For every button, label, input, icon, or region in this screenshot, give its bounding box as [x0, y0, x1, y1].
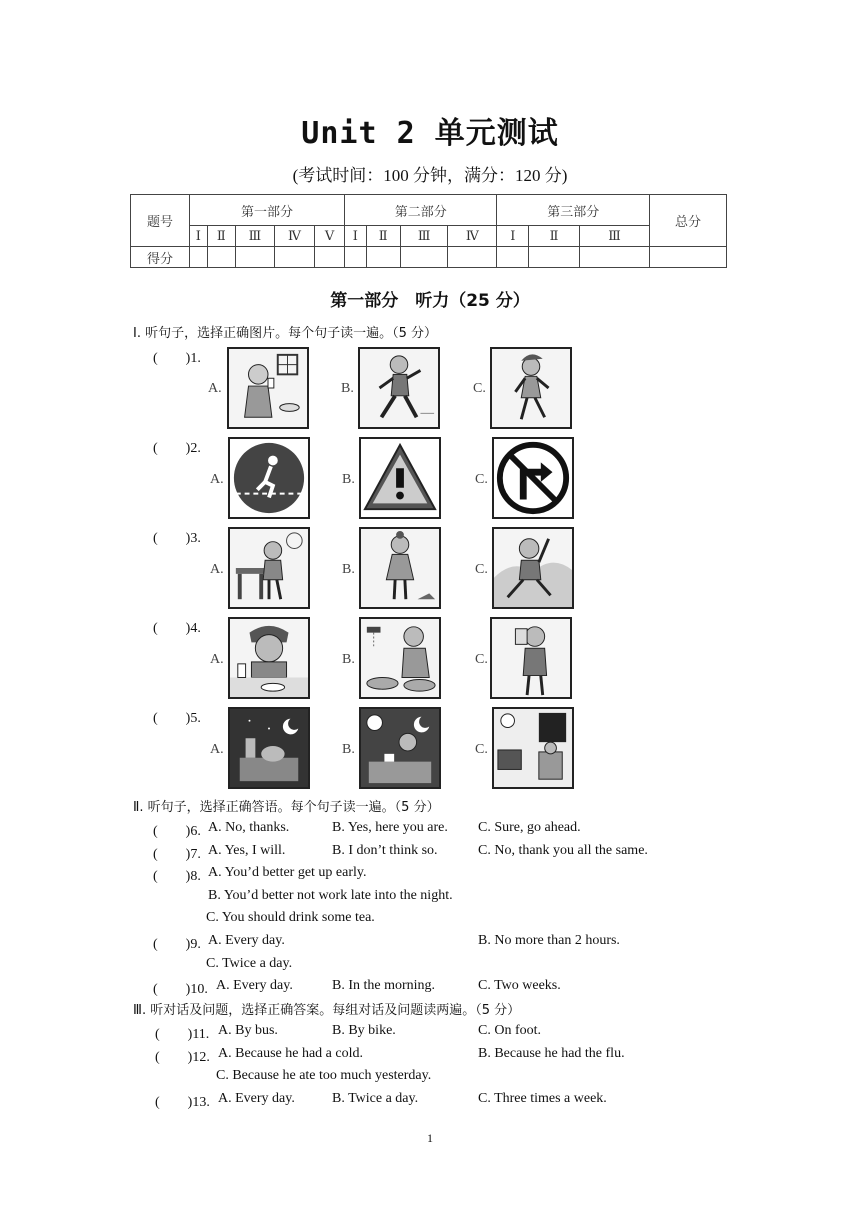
q10-option-a[interactable]: A. Every day. [216, 978, 293, 993]
q4-number[interactable]: ( )4. [153, 621, 201, 636]
man-drinking-icon[interactable] [490, 617, 572, 699]
q12-option-b[interactable]: B. Because he had the flu. [478, 1046, 625, 1061]
col-p1-2: Ⅱ [207, 226, 235, 247]
q3-label-c: C. [475, 562, 488, 577]
q13-option-a[interactable]: A. Every day. [218, 1091, 295, 1106]
girl-drinking-icon[interactable] [227, 347, 309, 429]
col-p2-3: Ⅲ [400, 226, 447, 247]
score-cell[interactable] [400, 247, 447, 268]
q4-label-b: B. [342, 652, 355, 667]
girl-on-bench-icon[interactable] [228, 527, 310, 609]
q6-number[interactable]: ( )6. [153, 824, 201, 839]
score-table [130, 194, 727, 268]
q8-option-b[interactable]: B. You’d better not work late into the night. [208, 888, 453, 903]
score-cell[interactable] [315, 247, 345, 268]
part-one-title: 第一部分 听力（25 分） [330, 291, 530, 311]
no-right-turn-sign-icon[interactable] [492, 437, 574, 519]
score-cell[interactable] [497, 247, 529, 268]
q13-option-c[interactable]: C. Three times a week. [478, 1091, 607, 1106]
q5-label-b: B. [342, 742, 355, 757]
q5-label-a: A. [210, 742, 224, 757]
q3-label-b: B. [342, 562, 355, 577]
q3-label-a: A. [210, 562, 224, 577]
q8-option-a[interactable]: A. You’d better get up early. [208, 865, 367, 880]
col-p3-1: Ⅰ [497, 226, 529, 247]
section2-heading: Ⅱ. 听句子，选择正确答语。每个句子读一遍。（5 分） [133, 800, 440, 815]
warning-sign-icon[interactable] [359, 437, 441, 519]
col-p2-1: Ⅰ [345, 226, 366, 247]
col-p2-2: Ⅱ [366, 226, 400, 247]
q11-option-a[interactable]: A. By bus. [218, 1023, 278, 1038]
sleeping-at-desk-icon[interactable] [228, 707, 310, 789]
watching-tv-icon[interactable] [492, 707, 574, 789]
page-title: Unit 2 单元测试 [301, 116, 559, 151]
q7-option-b[interactable]: B. I don’t think so. [332, 843, 438, 858]
section1-heading: Ⅰ. 听句子，选择正确图片。每个句子读一遍。（5 分） [133, 326, 438, 341]
q13-option-b[interactable]: B. Twice a day. [332, 1091, 419, 1106]
q10-number[interactable]: ( )10. [153, 982, 208, 997]
q5-number[interactable]: ( )5. [153, 711, 201, 726]
q1-label-c: C. [473, 381, 486, 396]
score-cell[interactable] [235, 247, 274, 268]
girl-dancing-icon[interactable] [490, 347, 572, 429]
col-p1-4: Ⅳ [274, 226, 314, 247]
score-label: 得分 [131, 247, 190, 268]
q2-label-b: B. [342, 472, 355, 487]
q3-number[interactable]: ( )3. [153, 531, 201, 546]
q11-option-b[interactable]: B. By bike. [332, 1023, 396, 1038]
col-p2-4: Ⅳ [448, 226, 497, 247]
q10-option-b[interactable]: B. In the morning. [332, 978, 436, 993]
score-cell[interactable] [529, 247, 580, 268]
part1-header: 第一部分 [190, 195, 345, 226]
q5-label-c: C. [475, 742, 488, 757]
score-cell-total[interactable] [650, 247, 727, 268]
pedestrian-sign-icon[interactable] [228, 437, 310, 519]
col-p3-3: Ⅲ [579, 226, 649, 247]
q2-label-c: C. [475, 472, 488, 487]
q12-option-c[interactable]: C. Because he ate too much yesterday. [216, 1068, 432, 1083]
q10-option-c[interactable]: C. Two weeks. [478, 978, 561, 993]
total-header: 总分 [650, 195, 727, 247]
score-cell[interactable] [274, 247, 314, 268]
q4-label-a: A. [210, 652, 224, 667]
q7-number[interactable]: ( )7. [153, 847, 201, 862]
part3-header: 第三部分 [497, 195, 650, 226]
studying-at-night-icon[interactable] [359, 707, 441, 789]
q6-option-c[interactable]: C. Sure, go ahead. [478, 820, 581, 835]
q1-label-b: B. [341, 381, 354, 396]
col-p3-2: Ⅱ [529, 226, 580, 247]
score-cell[interactable] [366, 247, 400, 268]
score-cell[interactable] [190, 247, 208, 268]
girl-standing-icon[interactable] [359, 527, 441, 609]
part2-header: 第二部分 [345, 195, 497, 226]
q6-option-a[interactable]: A. No, thanks. [208, 820, 290, 835]
q12-option-a[interactable]: A. Because he had a cold. [218, 1046, 363, 1061]
q9-option-c[interactable]: C. Twice a day. [206, 956, 293, 971]
q9-option-a[interactable]: A. Every day. [208, 933, 285, 948]
row-header: 题号 [131, 195, 190, 247]
q12-number[interactable]: ( )12. [155, 1050, 210, 1065]
page-number: 1 [427, 1131, 433, 1145]
q1-label-a: A. [208, 381, 222, 396]
q1-number[interactable]: ( )1. [153, 351, 201, 366]
boy-eating-icon[interactable] [228, 617, 310, 699]
q11-number[interactable]: ( )11. [155, 1027, 210, 1042]
q7-option-a[interactable]: A. Yes, I will. [208, 843, 286, 858]
score-cell[interactable] [579, 247, 649, 268]
col-p1-1: Ⅰ [190, 226, 208, 247]
col-p1-3: Ⅲ [235, 226, 274, 247]
section3-heading: Ⅲ. 听对话及问题，选择正确答案。每组对话及问题读两遍。（5 分） [133, 1003, 521, 1018]
q8-option-c[interactable]: C. You should drink some tea. [206, 910, 375, 925]
q13-number[interactable]: ( )13. [155, 1095, 210, 1110]
boy-waving-icon[interactable] [492, 527, 574, 609]
q4-label-c: C. [475, 652, 488, 667]
woman-washing-icon[interactable] [359, 617, 441, 699]
q2-label-a: A. [210, 472, 224, 487]
score-cell[interactable] [448, 247, 497, 268]
q9-number[interactable]: ( )9. [153, 937, 201, 952]
q11-option-c[interactable]: C. On foot. [478, 1023, 541, 1038]
exam-info: (考试时间：100 分钟，满分：120 分) [292, 166, 568, 185]
q8-number[interactable]: ( )8. [153, 869, 201, 884]
score-cell[interactable] [207, 247, 235, 268]
q6-option-b[interactable]: B. Yes, here you are. [332, 820, 448, 835]
boy-running-icon[interactable] [358, 347, 440, 429]
q7-option-c[interactable]: C. No, thank you all the same. [478, 843, 648, 858]
q9-option-b[interactable]: B. No more than 2 hours. [478, 933, 620, 948]
q2-number[interactable]: ( )2. [153, 441, 201, 456]
col-p1-5: Ⅴ [315, 226, 345, 247]
score-cell[interactable] [345, 247, 366, 268]
